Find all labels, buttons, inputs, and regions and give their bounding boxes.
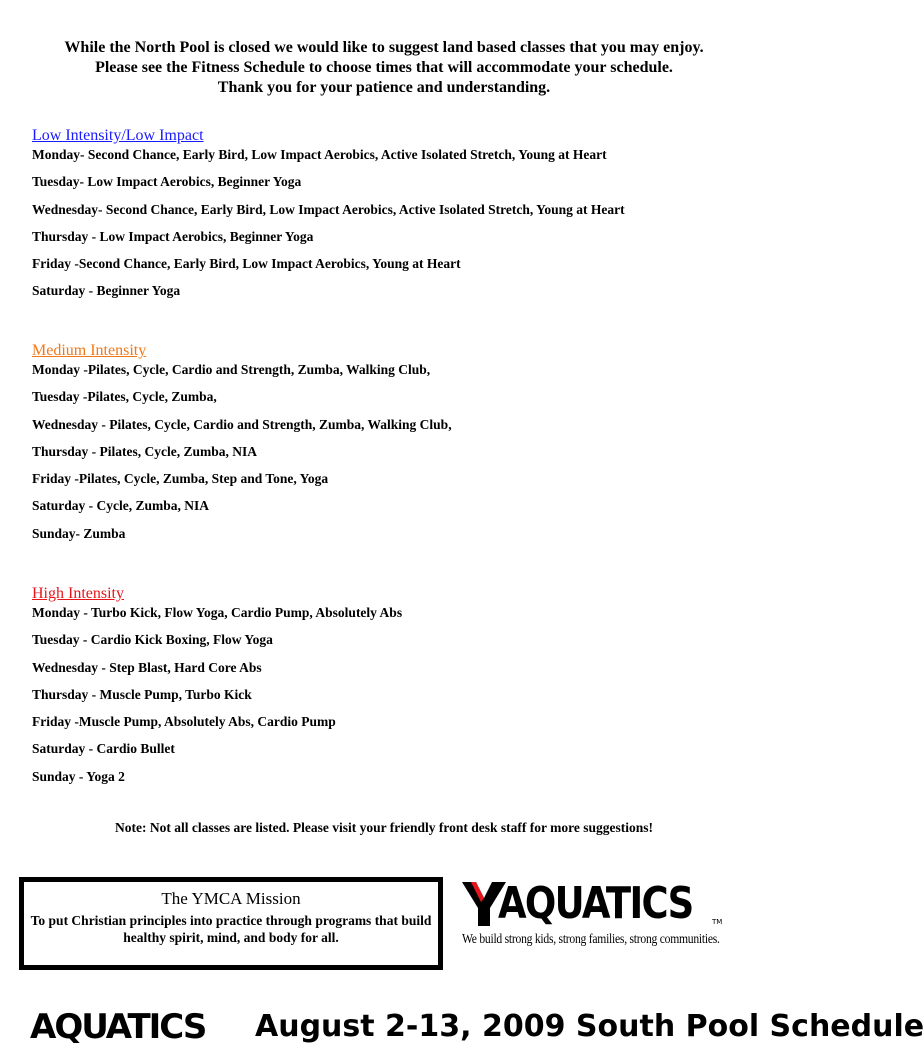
intro-text bbox=[0, 38, 768, 98]
schedule-line: Tuesday- Low Impact Aerobics, Beginner Yoga bbox=[32, 174, 302, 190]
schedule-line: Saturday - Beginner Yoga bbox=[32, 283, 181, 299]
intro-line-1: While the North Pool is closed we would like to suggest land based classes that you may enjoy. bbox=[64, 39, 704, 56]
schedule-line: Tuesday -Pilates, Cycle, Zumba, bbox=[32, 389, 217, 405]
schedule-line: Wednesday - Pilates, Cycle, Cardio and Strength, Zumba, Walking Club, bbox=[32, 416, 452, 432]
logo-tagline: We build strong kids, strong families, strong communities. bbox=[462, 932, 720, 947]
section-medium-intensity bbox=[32, 341, 752, 552]
schedule-line: Wednesday - Step Blast, Hard Core Abs bbox=[32, 659, 262, 675]
bottom-title: August 2-13, 2009 South Pool Schedule bbox=[255, 1009, 924, 1044]
section-low-intensity bbox=[32, 126, 752, 310]
schedule-line: Friday -Pilates, Cycle, Zumba, Step and Tone, Yoga bbox=[32, 471, 329, 487]
section-title: Medium Intensity bbox=[32, 342, 147, 359]
section-title: High Intensity bbox=[32, 585, 124, 602]
schedule-line: Saturday - Cycle, Zumba, NIA bbox=[32, 498, 210, 514]
schedule-lines bbox=[32, 361, 752, 552]
section-title: Low Intensity/Low Impact bbox=[32, 127, 204, 144]
schedule-line: Thursday - Muscle Pump, Turbo Kick bbox=[32, 686, 252, 702]
schedule-line: Friday -Second Chance, Early Bird, Low Impact Aerobics, Young at Heart bbox=[32, 256, 461, 272]
bottom-logo: AQUATICS bbox=[30, 1007, 206, 1047]
mission-title: The YMCA Mission bbox=[161, 889, 301, 908]
schedule-line: Thursday - Pilates, Cycle, Zumba, NIA bbox=[32, 443, 258, 459]
logo-wordmark: AQUATICS bbox=[498, 878, 693, 929]
schedule-lines bbox=[32, 604, 752, 795]
schedule-line: Monday - Turbo Kick, Flow Yoga, Cardio Pump, Absolutely Abs bbox=[32, 605, 403, 620]
schedule-line: Friday -Muscle Pump, Absolutely Abs, Cardio Pump bbox=[32, 714, 336, 730]
schedule-line: Saturday - Cardio Bullet bbox=[32, 741, 175, 757]
schedule-line: Wednesday- Second Chance, Early Bird, Low Impact Aerobics, Active Isolated Stretch, Young at Heart bbox=[32, 201, 625, 217]
intro-line-2: Please see the Fitness Schedule to choose times that will accommodate your schedule. bbox=[95, 59, 673, 76]
schedule-line: Tuesday - Cardio Kick Boxing, Flow Yoga bbox=[32, 632, 273, 648]
schedule-line: Sunday - Yoga 2 bbox=[32, 768, 125, 784]
mission-text: To put Christian principles into practice through programs that build healthy spirit, mind, and body for all. bbox=[30, 913, 432, 945]
note-text: Note: Not all classes are listed. Please visit your friendly front desk staff for more suggestions! bbox=[115, 820, 653, 835]
schedule-line: Monday- Second Chance, Early Bird, Low Impact Aerobics, Active Isolated Stretch, Young at Heart bbox=[32, 147, 607, 162]
schedule-lines bbox=[32, 146, 752, 310]
schedule-line: Monday -Pilates, Cycle, Cardio and Strength, Zumba, Walking Club, bbox=[32, 362, 431, 377]
trademark-mark: TM bbox=[712, 918, 723, 926]
bottom-header-strip bbox=[20, 1007, 924, 1047]
y-aquatics-logo bbox=[462, 878, 748, 954]
section-high-intensity bbox=[32, 584, 752, 795]
schedule-line: Thursday - Low Impact Aerobics, Beginner Yoga bbox=[32, 228, 314, 244]
intro-line-3: Thank you for your patience and understanding. bbox=[217, 79, 551, 96]
schedule-line: Sunday- Zumba bbox=[32, 525, 126, 541]
ymca-mission-box bbox=[19, 877, 443, 970]
